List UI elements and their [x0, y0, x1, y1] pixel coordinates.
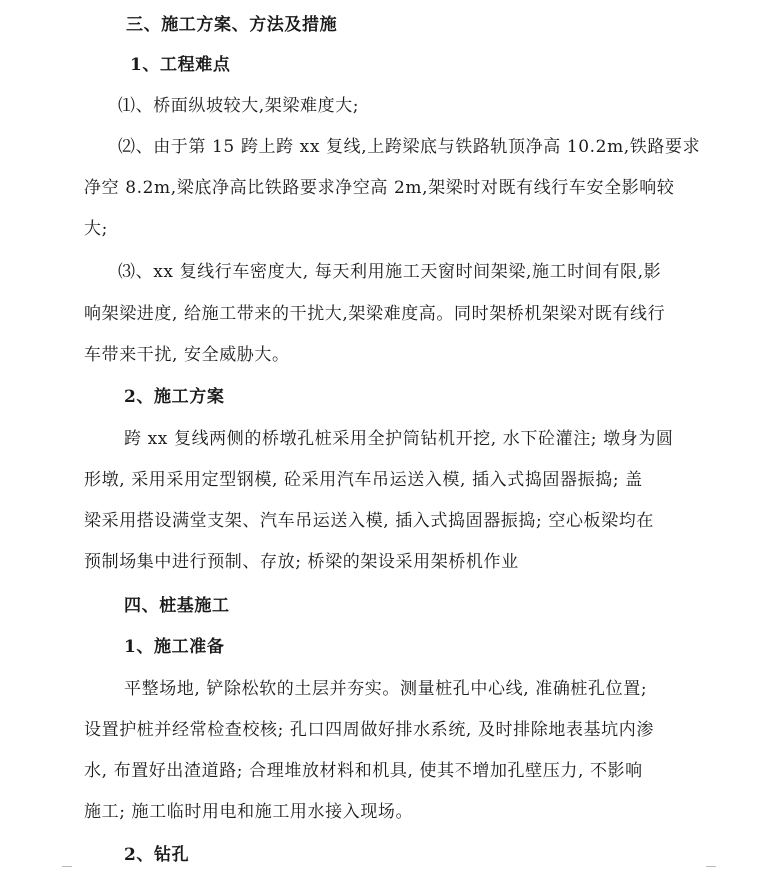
- page-corner-mark-right: [706, 866, 716, 877]
- difficulty-item-2-line-2: 净空 8.2m,梁底净高比铁路要求净空高 2m,架梁时对既有线行车安全影响较: [84, 178, 675, 198]
- difficulty-item-2-line-3: 大;: [84, 219, 108, 239]
- plan-paragraph-line-2: 形墩, 采用采用定型钢模, 砼采用汽车吊运送入模, 插入式捣固器振捣; 盖: [84, 470, 643, 490]
- difficulty-item-1: ⑴、桥面纵坡较大,架梁难度大;: [118, 96, 360, 116]
- section-3-heading: 三、施工方案、方法及措施: [126, 15, 338, 35]
- preparation-paragraph-line-1: 平整场地, 铲除松软的土层并夯实。测量桩孔中心线, 准确桩孔位置;: [124, 679, 648, 699]
- section-4-heading: 四、桩基施工: [124, 596, 230, 616]
- preparation-paragraph-line-3: 水, 布置好出渣道路; 合理堆放材料和机具, 使其不增加孔壁压力, 不影响: [84, 761, 643, 781]
- difficulty-item-3-line-1: ⑶、xx 复线行车密度大, 每天利用施工天窗时间架梁,施工时间有限,影: [118, 262, 662, 282]
- subsection-plan-heading: 2、施工方案: [124, 387, 225, 407]
- preparation-paragraph-line-4: 施工; 施工临时用电和施工用水接入现场。: [84, 802, 414, 822]
- difficulty-item-3-line-2: 响架梁进度, 给施工带来的干扰大,架梁难度高。同时架桥机架梁对既有线行: [84, 304, 666, 324]
- plan-paragraph-line-1: 跨 xx 复线两侧的桥墩孔桩采用全护筒钻机开挖, 水下砼灌注; 墩身为圆: [124, 429, 674, 449]
- subsection-preparation-heading: 1、施工准备: [124, 637, 225, 657]
- plan-paragraph-line-3: 梁采用搭设满堂支架、汽车吊运送入模, 插入式捣固器振捣; 空心板梁均在: [84, 511, 654, 531]
- difficulty-item-2-line-1: ⑵、由于第 15 跨上跨 xx 复线,上跨梁底与铁路轨顶净高 10.2m,铁路要求: [118, 137, 701, 157]
- difficulty-item-3-line-3: 车带来干扰, 安全威胁大。: [84, 345, 290, 365]
- subsection-difficulties-heading: 1、工程难点: [130, 55, 231, 75]
- subsection-drilling-heading: 2、钻孔: [124, 845, 190, 865]
- preparation-paragraph-line-2: 设置护桩并经常检查校核; 孔口四周做好排水系统, 及时排除地表基坑内渗: [84, 720, 654, 740]
- plan-paragraph-line-4: 预制场集中进行预制、存放; 桥梁的架设采用架桥机作业: [84, 552, 519, 572]
- page-corner-mark-left: [62, 866, 72, 877]
